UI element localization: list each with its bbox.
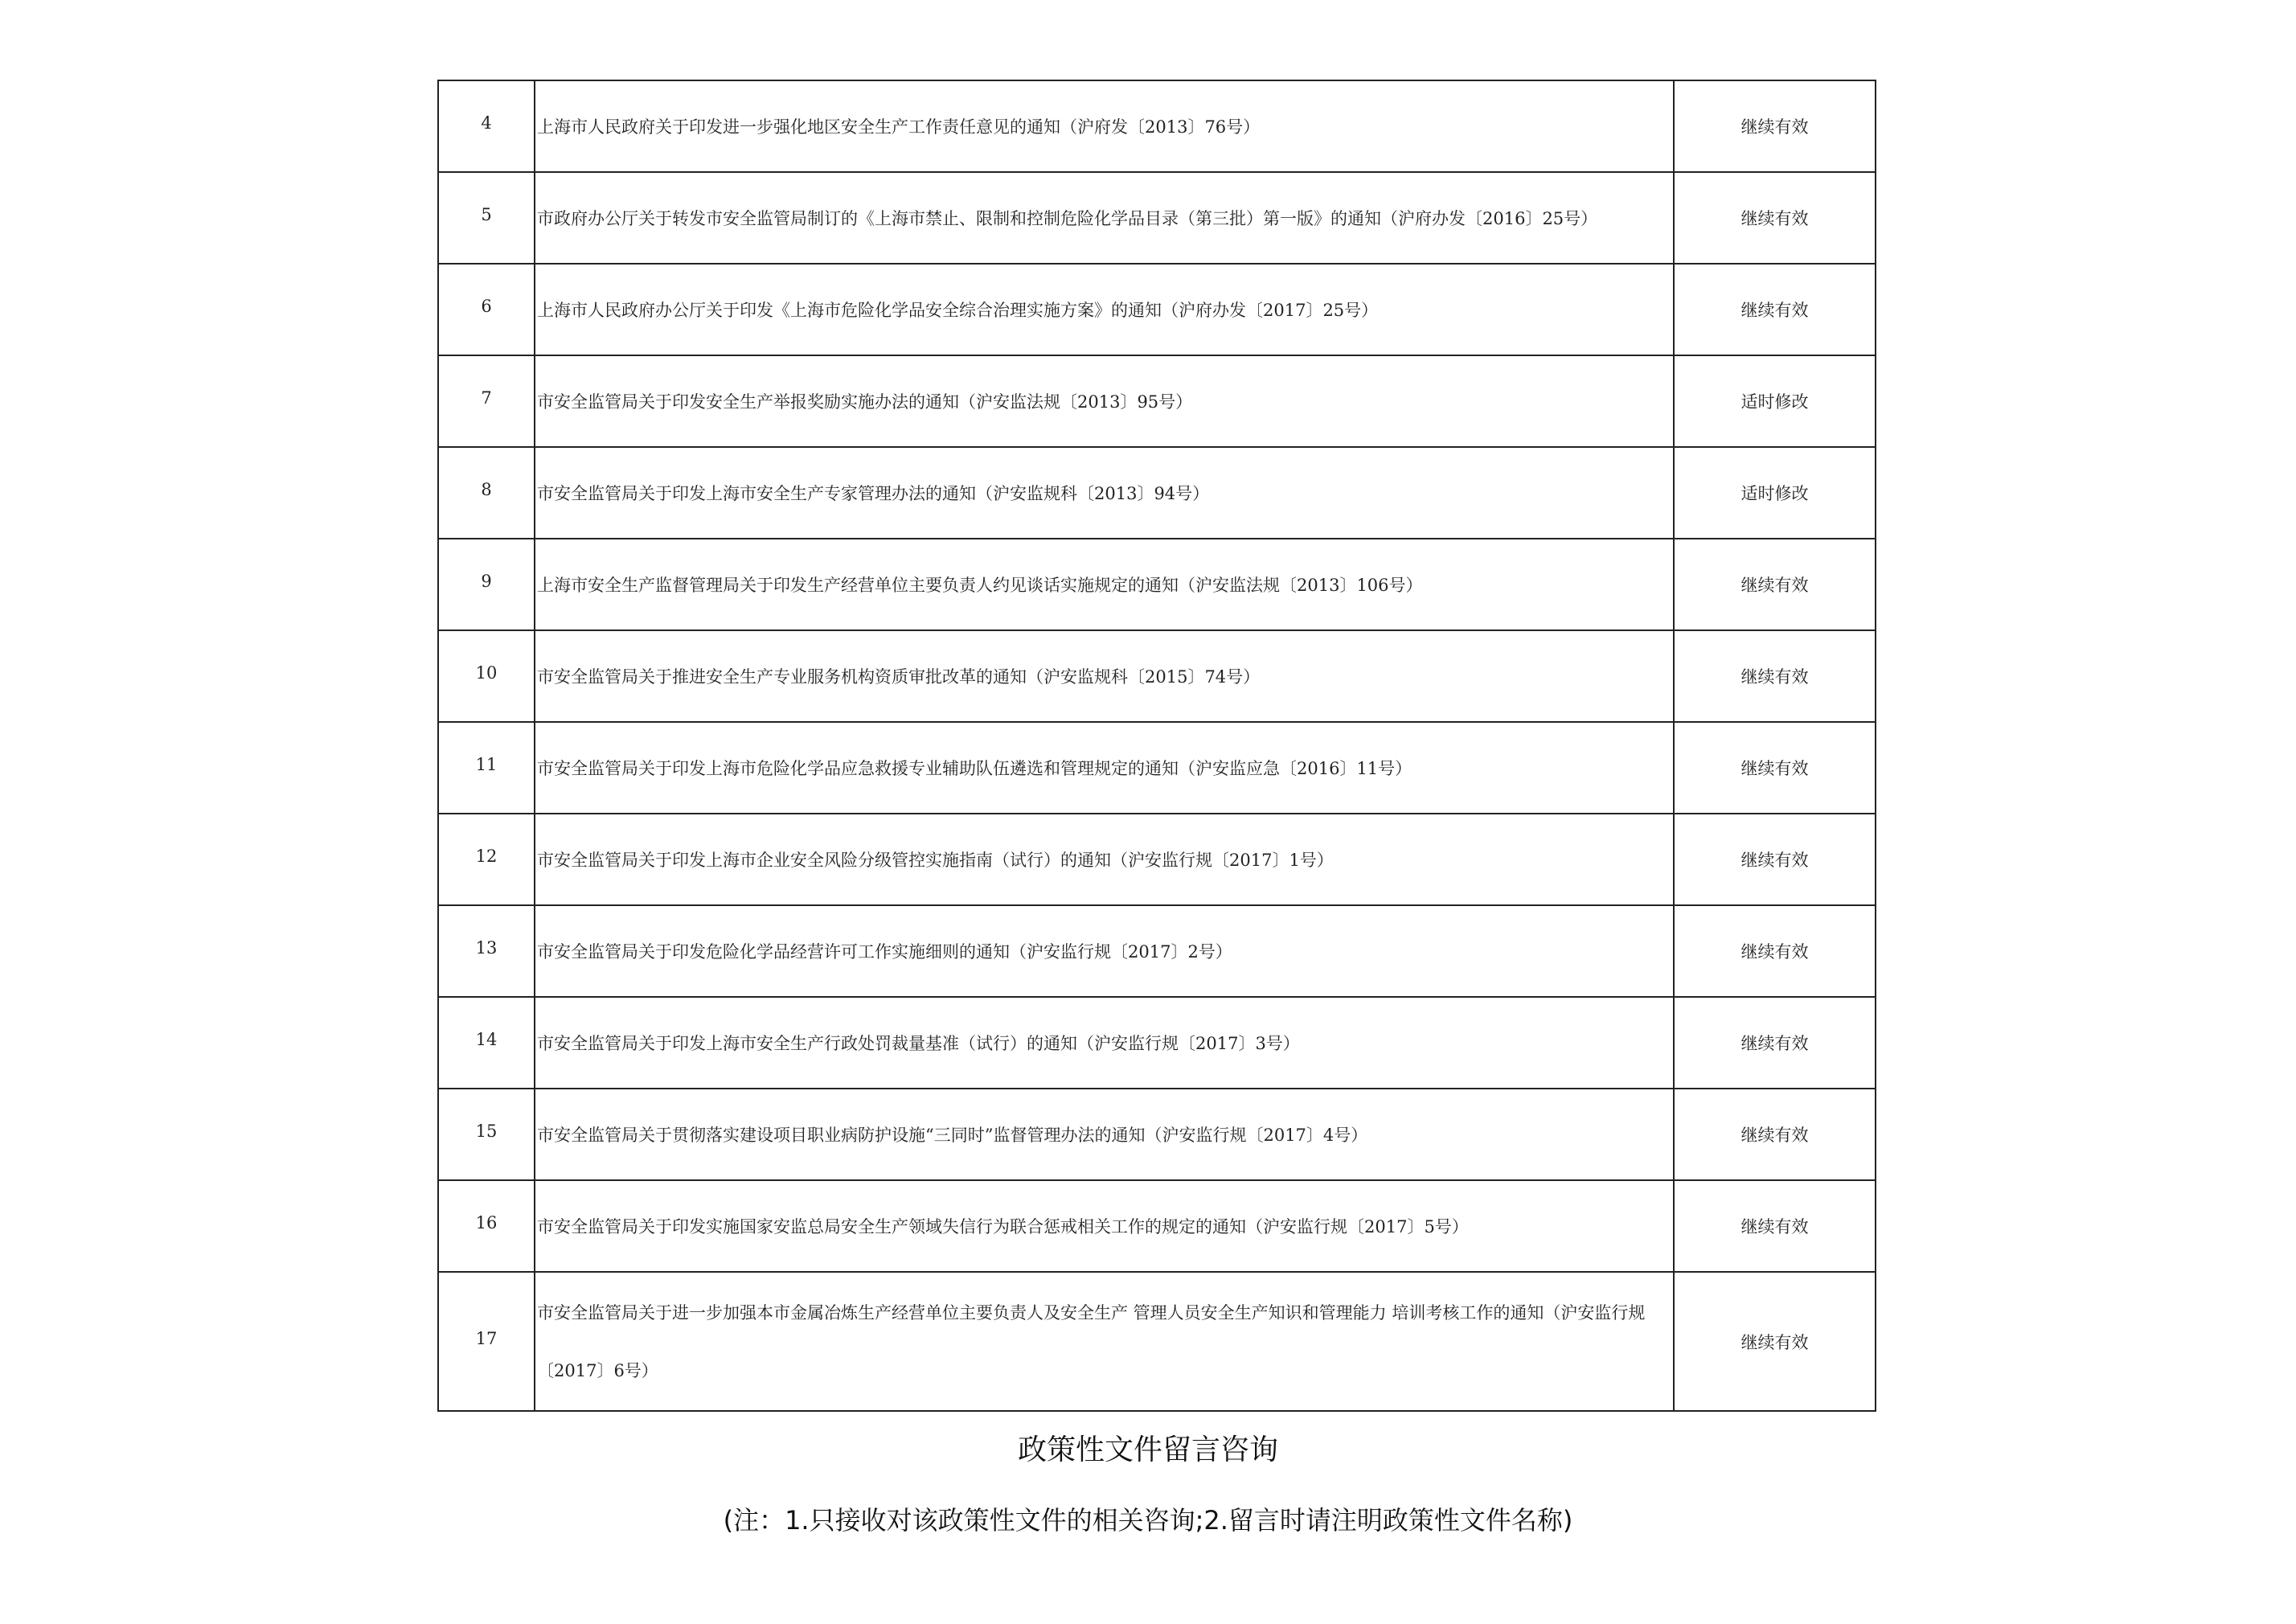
- table-row: [438, 630, 1876, 722]
- table-row: [438, 1089, 1876, 1180]
- row-number: 7: [438, 355, 535, 447]
- document-status: 继续有效: [1674, 172, 1876, 264]
- consult-note: (注：1.只接收对该政策性文件的相关咨询;2.留言时请注明政策性文件名称): [723, 1505, 1573, 1536]
- document-title: 市安全监管局关于推进安全生产专业服务机构资质审批改革的通知（沪安监规科〔2015〕74号）: [535, 630, 1674, 722]
- document-status: 继续有效: [1674, 722, 1876, 814]
- document-status: 继续有效: [1674, 630, 1876, 722]
- consult-title: 政策性文件留言咨询: [1017, 1433, 1278, 1466]
- document-status: 继续有效: [1674, 905, 1876, 997]
- document-status: 继续有效: [1674, 997, 1876, 1089]
- row-number: 16: [438, 1180, 535, 1272]
- document-status: 继续有效: [1674, 1272, 1876, 1411]
- document-title: 市安全监管局关于印发实施国家安监总局安全生产领域失信行为联合惩戒相关工作的规定的通知（沪安监行规〔2017〕5号）: [535, 1180, 1674, 1272]
- row-number: 11: [438, 722, 535, 814]
- row-number: 15: [438, 1089, 535, 1180]
- table-row: [438, 539, 1876, 630]
- document-title: 市安全监管局关于印发上海市危险化学品应急救援专业辅助队伍遴选和管理规定的通知（沪安监应急〔2016〕11号）: [535, 722, 1674, 814]
- document-title: 市安全监管局关于印发上海市企业安全风险分级管控实施指南（试行）的通知（沪安监行规〔2017〕1号）: [535, 814, 1674, 905]
- table-row: [438, 80, 1876, 172]
- document-status: 适时修改: [1674, 355, 1876, 447]
- document-title: 市安全监管局关于进一步加强本市金属冶炼生产经营单位主要负责人及安全生产 管理人员安全生产知识和管理能力 培训考核工作的通知（沪安监行规〔2017〕6号）: [535, 1272, 1674, 1411]
- row-number: 13: [438, 905, 535, 997]
- table-row: [438, 447, 1876, 539]
- table-row: [438, 814, 1876, 905]
- table-row: [438, 997, 1876, 1089]
- document-title: 上海市人民政府办公厅关于印发《上海市危险化学品安全综合治理实施方案》的通知（沪府办发〔2017〕25号）: [535, 264, 1674, 355]
- table-row: [438, 905, 1876, 997]
- document-status: 继续有效: [1674, 1089, 1876, 1180]
- document-title: 市安全监管局关于印发危险化学品经营许可工作实施细则的通知（沪安监行规〔2017〕2号）: [535, 905, 1674, 997]
- table-row: [438, 722, 1876, 814]
- row-number: 6: [438, 264, 535, 355]
- document-status: 继续有效: [1674, 1180, 1876, 1272]
- row-number: 12: [438, 814, 535, 905]
- row-number: 4: [438, 80, 535, 172]
- table-row: [438, 172, 1876, 264]
- document-status: 继续有效: [1674, 264, 1876, 355]
- document-title: 市安全监管局关于印发上海市安全生产行政处罚裁量基准（试行）的通知（沪安监行规〔2017〕3号）: [535, 997, 1674, 1089]
- document-title: 市安全监管局关于贯彻落实建设项目职业病防护设施“三同时”监督管理办法的通知（沪安监行规〔2017〕4号）: [535, 1089, 1674, 1180]
- table-row: [438, 1272, 1876, 1411]
- table-row: [438, 355, 1876, 447]
- document-title: 市政府办公厅关于转发市安全监管局制订的《上海市禁止、限制和控制危险化学品目录（第三批）第一版》的通知（沪府办发〔2016〕25号）: [535, 172, 1674, 264]
- table-row: [438, 264, 1876, 355]
- document-status: 继续有效: [1674, 80, 1876, 172]
- document-status: 适时修改: [1674, 447, 1876, 539]
- document-status: 继续有效: [1674, 814, 1876, 905]
- document-status: 继续有效: [1674, 539, 1876, 630]
- document-title: 市安全监管局关于印发安全生产举报奖励实施办法的通知（沪安监法规〔2013〕95号）: [535, 355, 1674, 447]
- row-number: 9: [438, 539, 535, 630]
- row-number: 14: [438, 997, 535, 1089]
- document-title: 上海市人民政府关于印发进一步强化地区安全生产工作责任意见的通知（沪府发〔2013〕76号）: [535, 80, 1674, 172]
- row-number: 5: [438, 172, 535, 264]
- row-number: 10: [438, 630, 535, 722]
- policy-documents-table: [437, 80, 1876, 1412]
- document-title: 上海市安全生产监督管理局关于印发生产经营单位主要负责人约见谈话实施规定的通知（沪安监法规〔2013〕106号）: [535, 539, 1674, 630]
- table-row: [438, 1180, 1876, 1272]
- row-number: 8: [438, 447, 535, 539]
- document-title: 市安全监管局关于印发上海市安全生产专家管理办法的通知（沪安监规科〔2013〕94号）: [535, 447, 1674, 539]
- row-number: 17: [438, 1272, 535, 1411]
